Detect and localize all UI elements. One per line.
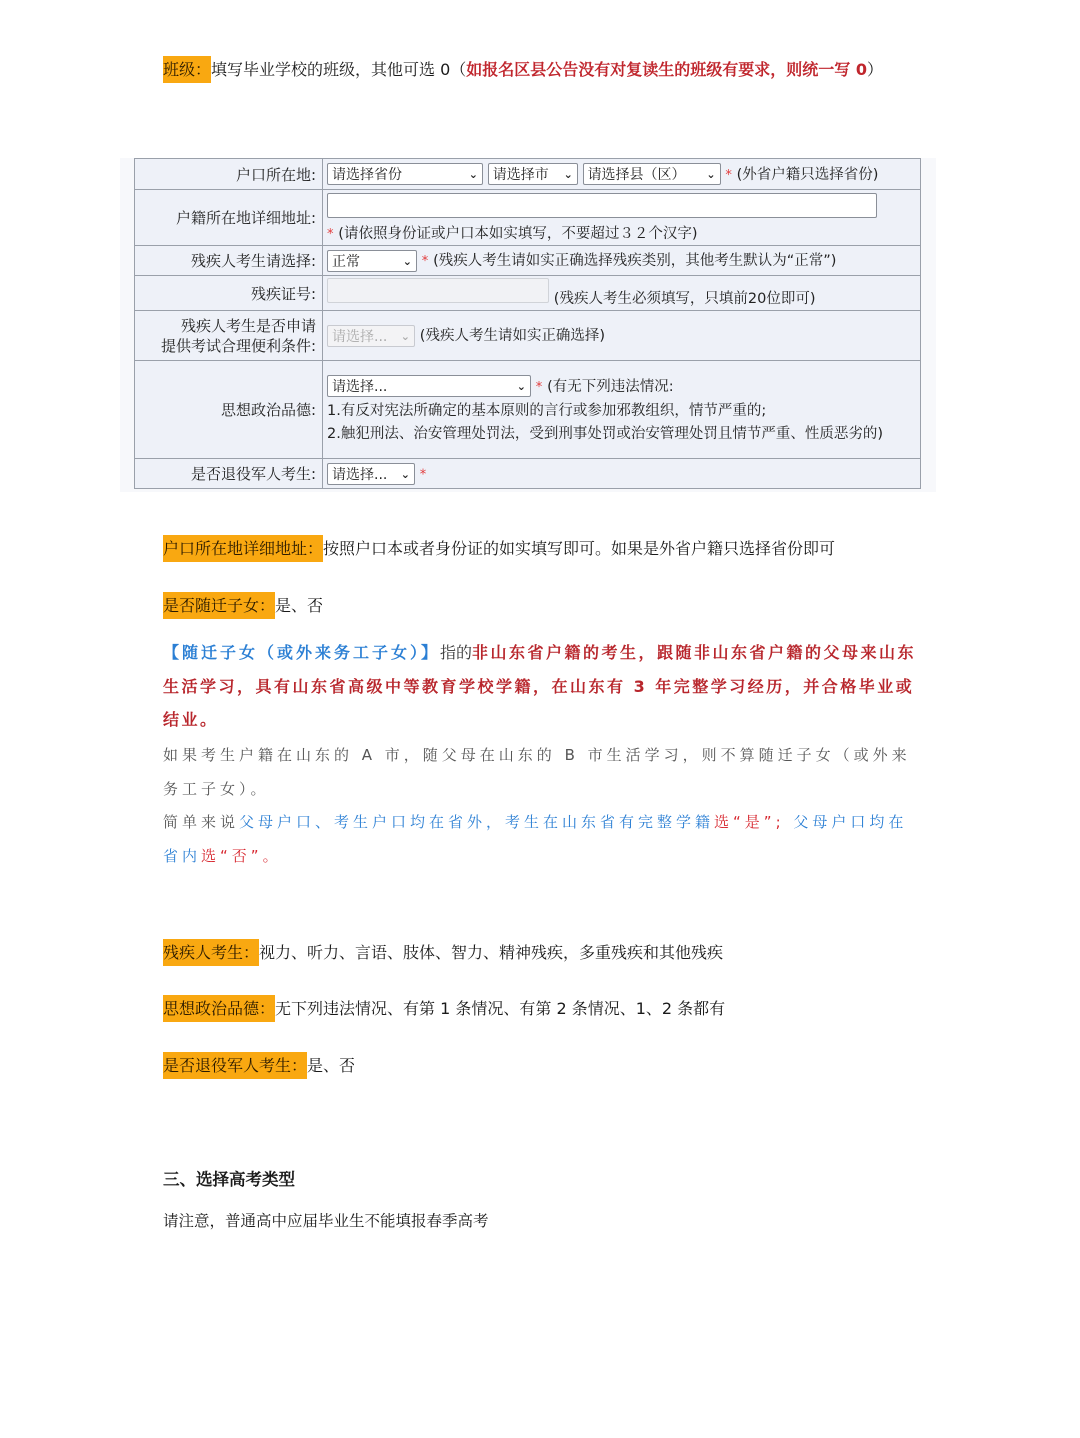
- chevron-down-icon: ⌄: [468, 168, 478, 182]
- veteran-note: [163, 1045, 923, 1086]
- required-star: *: [419, 467, 427, 482]
- form-field: [323, 246, 921, 276]
- disability-text: 视力、听力、言语、肢体、智力、精神残疾，多重残疾和其他残疾: [259, 943, 724, 962]
- definition-connector: 指的: [440, 643, 473, 662]
- chevron-down-icon: ⌄: [402, 254, 412, 268]
- morality-select[interactable]: 请选择... ⌄: [327, 375, 531, 397]
- form-field: [323, 276, 921, 311]
- migrant-definition: [163, 636, 923, 737]
- form-label: 残疾证号:: [135, 276, 323, 311]
- disability-note: [163, 932, 923, 973]
- form-label: 残疾人考生请选择:: [135, 246, 323, 276]
- disability-label: 残疾人考生：: [163, 939, 259, 966]
- definition-term: 【随迁子女（或外来务工子女）】: [163, 643, 441, 662]
- veteran-text: 是、否: [307, 1056, 356, 1075]
- disability-cert-input[interactable]: [327, 278, 549, 303]
- migrant-label: 是否随迁子女：: [163, 592, 275, 619]
- form-row-hukou-location: [135, 159, 921, 190]
- registration-form-screenshot: [120, 158, 936, 492]
- class-label: 班级：: [163, 56, 211, 83]
- province-select[interactable]: 请选择省份 ⌄: [327, 163, 483, 185]
- morality-note: [163, 988, 923, 1029]
- chevron-down-icon: ⌄: [400, 467, 410, 481]
- form-label: 户口所在地:: [135, 159, 323, 190]
- required-star: *: [327, 226, 334, 242]
- morality-label: 思想政治品德：: [163, 995, 275, 1022]
- form-row-accommodation: [135, 311, 921, 361]
- form-field: [323, 459, 921, 489]
- class-close: ）: [867, 60, 884, 79]
- form-label: 思想政治品德:: [135, 361, 323, 459]
- form-hint-item-1: 1.有反对宪法所确定的基本原则的言行或参加邪教组织，情节严重的;: [327, 402, 767, 419]
- form-label: 是否退役军人考生:: [135, 459, 323, 489]
- summary-yes: 选“是”: [714, 813, 776, 831]
- form-row-veteran: [135, 459, 921, 489]
- address-input[interactable]: [327, 193, 877, 218]
- form-hint-item-2: 2.触犯刑法、治安管理处罚法，受到刑事处罚或治安管理处罚且情节严重、性质恶劣的): [327, 425, 883, 442]
- class-emphasis: 如报名区县公告没有对复读生的班级有要求，则统一写 0: [466, 60, 868, 79]
- veteran-label: 是否退役军人考生：: [163, 1052, 307, 1079]
- required-star: *: [535, 379, 543, 395]
- chevron-down-icon: ⌄: [706, 168, 716, 182]
- form-label: 残疾人考生是否申请 提供考试合理便利条件:: [135, 311, 323, 361]
- migrant-note: [163, 585, 923, 626]
- form-row-disability-type: [135, 246, 921, 276]
- form-label: 户籍所在地详细地址:: [135, 190, 323, 246]
- definition-body: 非山东省户籍的考生，跟随非山东省户籍的父母来山东生活学习，具有山东省高级中等教育学校学籍，在山东有 3 年完整学习经历，并合格毕业或结业。: [163, 643, 917, 729]
- form-hint: (外省户籍只选择省份): [736, 166, 879, 183]
- accommodation-select[interactable]: 请选择... ⌄: [327, 325, 415, 347]
- migrant-example: [163, 739, 923, 806]
- form-row-morality: [135, 361, 921, 459]
- county-select[interactable]: 请选择县（区） ⌄: [583, 163, 721, 185]
- veteran-select[interactable]: 请选择... ⌄: [327, 463, 415, 485]
- chevron-down-icon: ⌄: [400, 329, 410, 343]
- form-field: [323, 311, 921, 361]
- required-star: *: [421, 254, 429, 270]
- address-text: 按照户口本或者身份证的如实填写即可。如果是外省户籍只选择省份即可: [323, 539, 836, 558]
- form-hint: (残疾人考生请如实正确选择残疾类别，其他考生默认为“正常”): [433, 253, 837, 270]
- morality-text: 无下列违法情况、有第 1 条情况、有第 2 条情况、1、2 条都有: [275, 999, 726, 1018]
- class-note: [163, 49, 923, 90]
- class-text: 填写毕业学校的班级，其他可选 0（: [211, 60, 467, 79]
- summary-prefix: 简单来说: [163, 813, 240, 831]
- example-text: 如果考生户籍在山东的 A 市，随父母在山东的 B 市生活学习，则不算随迁子女（或外来务工子女）。: [163, 746, 911, 798]
- summary-case-yes: 父母户口、考生户口均在省外，考生在山东省有完整学籍: [239, 813, 715, 831]
- form-hint: (残疾人考生必须填写，只填前20位即可): [553, 291, 816, 307]
- address-label: 户口所在地详细地址：: [163, 535, 323, 562]
- summary-case-no: 父母户口均在省内: [163, 813, 908, 865]
- section-note: 请注意，普通高中应届毕业生不能填报春季高考: [163, 1212, 489, 1230]
- form-field: [323, 159, 921, 190]
- address-note: [163, 528, 923, 569]
- form-field: [323, 361, 921, 459]
- city-select[interactable]: 请选择市 ⌄: [488, 163, 578, 185]
- form-field: [323, 190, 921, 246]
- chevron-down-icon: ⌄: [563, 168, 573, 182]
- form-hint: (有无下列违法情况:: [547, 378, 674, 395]
- form-row-detailed-address: [135, 190, 921, 246]
- migrant-summary: 简单来说父母户口、考生户口均在省外，考生在山东省有完整学籍选“是”; 父母户口均在省内选“否”。: [163, 813, 908, 865]
- migrant-text: 是、否: [275, 596, 324, 615]
- summary-no: 选“否”: [201, 846, 263, 865]
- form-hint: (残疾人考生请如实正确选择): [419, 328, 606, 345]
- form-hint: (请依照身份证或户口本如实填写，不要超过３２个汉字): [338, 225, 698, 242]
- section-heading: 三、选择高考类型: [163, 1170, 295, 1189]
- required-star: *: [725, 167, 732, 183]
- registration-form-table: [134, 158, 921, 489]
- disability-type-select[interactable]: 正常 ⌄: [327, 250, 417, 272]
- form-row-disability-cert: [135, 276, 921, 311]
- chevron-down-icon: ⌄: [516, 380, 526, 393]
